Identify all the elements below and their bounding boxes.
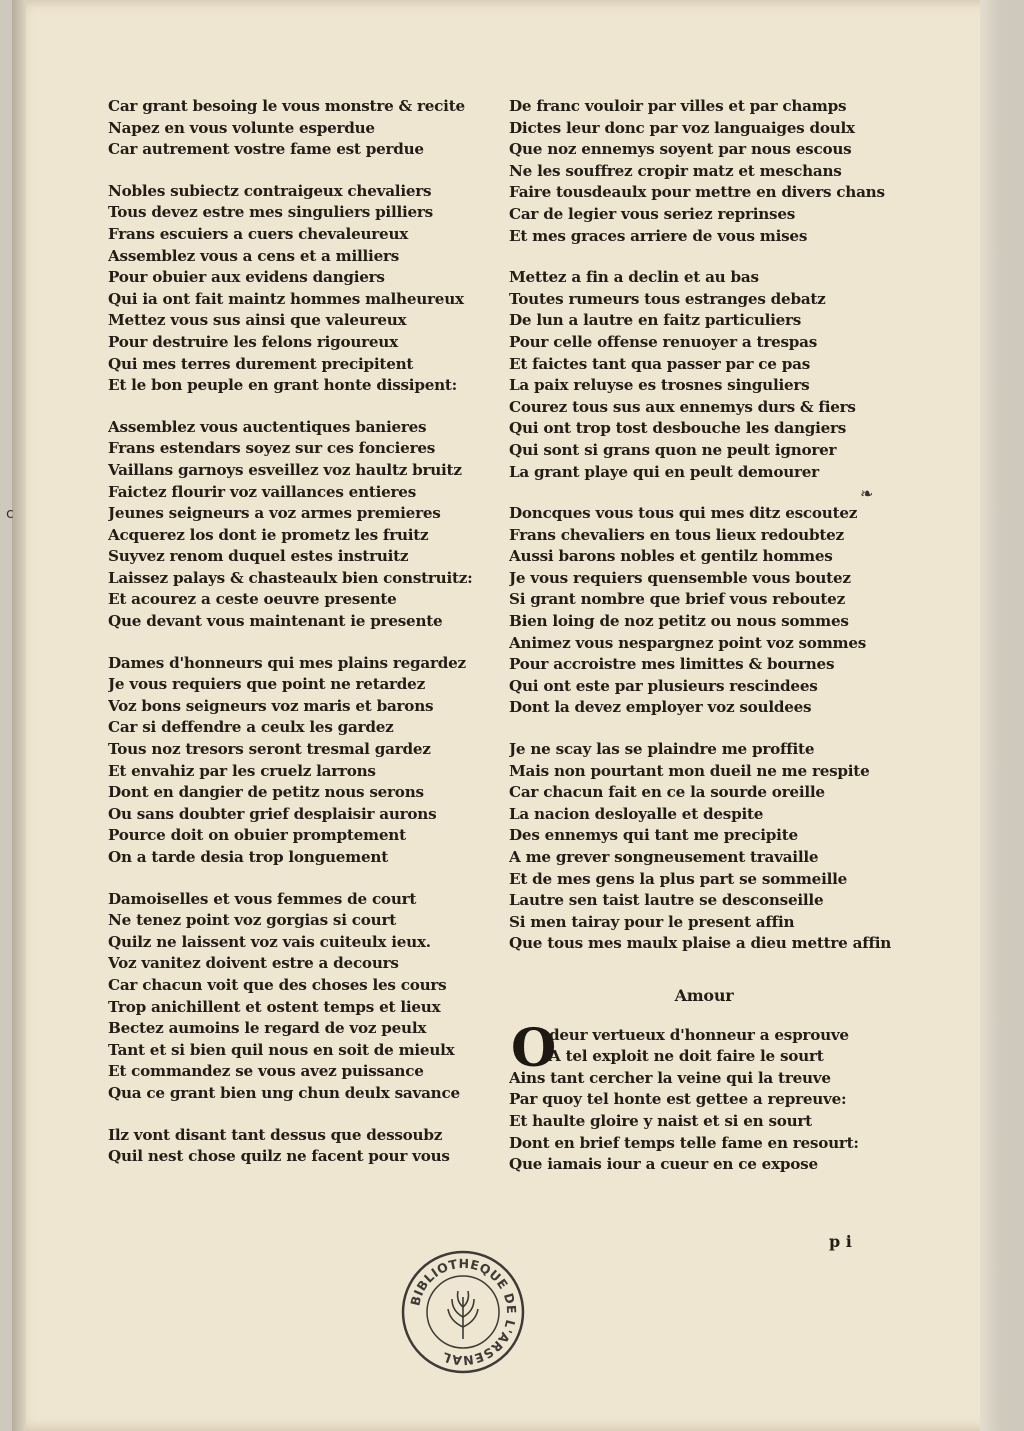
verse-line: Car si deffendre a ceulx les gardez — [108, 718, 394, 737]
verse-line: Ilz vont disant tant dessus que dessoubz — [108, 1125, 443, 1144]
verse-line: Si men tairay pour le present affin — [509, 912, 795, 931]
stanza-gap — [108, 161, 488, 181]
verse-line: Car de legier vous seriez reprinses — [509, 204, 796, 223]
verse-line: Et envahiz par les cruelz larrons — [108, 761, 376, 780]
verse-line: Bien loing de noz petitz ou nous sommes — [509, 612, 849, 631]
verse-line: Dont en dangier de petitz nous serons — [108, 783, 424, 802]
verse-line: Suyvez renom duquel estes instruitz — [108, 547, 409, 566]
verse-line: Lautre sen taist lautre se desconseille — [509, 891, 824, 910]
verse-line: Vaillans garnoys esveillez voz haultz bruitz — [108, 460, 462, 479]
stanza-gap — [509, 719, 899, 739]
verse-line: Dictes leur donc par voz languaiges doulx — [509, 118, 855, 137]
verse-line: Jeunes seigneurs a voz armes premieres — [108, 504, 441, 523]
right-column — [509, 96, 899, 1176]
verse-line: Nobles subiectz contraigeux chevaliers — [108, 181, 432, 200]
verse-line: Et acourez a ceste oeuvre presente — [108, 590, 397, 609]
verse-line: Quilz ne laissent voz vais cuiteulx ieux. — [108, 932, 431, 951]
verse-line: De lun a lautre en faitz particuliers — [509, 311, 802, 330]
verse-line: Acquerez los dont ie prometz les fruitz — [108, 525, 429, 544]
verse-line: Ou sans doubter grief desplaisir aurons — [108, 804, 437, 823]
verse-line: Frans escuiers a cuers chevaleureux — [108, 224, 409, 243]
verse-line: Ne les souffrez cropir matz et meschans — [509, 161, 842, 180]
verse-line: Mettez vous sus ainsi que valeureux — [108, 311, 407, 330]
verse-line: Que noz ennemys soyent par nous escous — [509, 140, 852, 159]
drop-cap: O — [511, 1017, 557, 1079]
verse-line: Ains tant cercher la veine qui la treuve — [509, 1068, 831, 1087]
stanza-gap — [108, 869, 488, 889]
verse-line: Qui sont si grans quon ne peult ignorer — [509, 440, 837, 459]
verse-line: Animez vous nespargnez point voz sommes — [509, 633, 867, 652]
verse-line: Tous noz tresors seront tresmal gardez — [108, 740, 431, 759]
verse-line: Des ennemys qui tant me precipite — [509, 826, 798, 845]
verse-line: Toutes rumeurs tous estranges debatz — [509, 289, 826, 308]
verse-line: Trop anichillent et ostent temps et lieux — [108, 997, 441, 1016]
verse-line: Dames d'honneurs qui mes plains regardez — [108, 653, 466, 672]
verse-line: Je ne scay las se plaindre me proffite — [509, 740, 815, 759]
margin-mark: c — [6, 506, 14, 522]
verse-line: La grant playe qui en peult demourer — [509, 462, 819, 481]
svg-text:BIBLIOTHEQUE DE L'ARSENAL: BIBLIOTHEQUE DE L'ARSENAL — [407, 1255, 520, 1369]
verse-line: Pour destruire les felons rigoureux — [108, 332, 398, 351]
stanza-gap — [108, 633, 488, 653]
verse-line: Frans chevaliers en tous lieux redoubtez — [509, 525, 844, 544]
verse-line: Faire tousdeaulx pour mettre en divers chans — [509, 183, 885, 202]
verse-line: Doncques vous tous qui mes ditz escoutez — [509, 504, 858, 523]
verse-line: deur vertueux d'honneur a esprouve — [549, 1025, 849, 1044]
verse-line: Faictez flourir voz vaillances entieres — [108, 482, 417, 501]
stanza-gap — [108, 1105, 488, 1125]
verse-line: Pour obuier aux evidens dangiers — [108, 268, 385, 287]
verse-line: Je vous requiers quensemble vous boutez — [509, 568, 851, 587]
verse-line: Que iamais iour a cueur en ce expose — [509, 1155, 818, 1174]
verse-line: Pour celle offense renuoyer a trespas — [509, 332, 818, 351]
amour-stanza — [509, 1017, 899, 1176]
stanza — [509, 267, 899, 483]
verse-line: On a tarde desia trop longuement — [108, 848, 388, 866]
section-heading: Amour — [674, 985, 734, 1005]
verse-line: Que devant vous maintenant ie presente — [108, 612, 443, 631]
stanza-gap — [509, 483, 899, 503]
verse-line: Assemblez vous auctentiques banieres — [108, 417, 427, 436]
verse-line: Car grant besoing le vous monstre & recite — [108, 97, 465, 115]
stanza-gap — [108, 1168, 488, 1188]
verse-line: Qui ont trop tost desbouche les dangiers — [509, 419, 847, 438]
verse-line: La paix reluyse es trosnes singuliers — [509, 376, 810, 395]
verse-line: Et de mes gens la plus part se sommeille — [509, 869, 848, 888]
verse-line: Car chacun voit que des choses les cours — [108, 975, 447, 994]
verse-line: Pource doit on obuier promptement — [108, 826, 406, 845]
stanza — [108, 889, 488, 1105]
verse-line: Dont en brief temps telle fame en resourt: — [509, 1133, 859, 1152]
verse-line: Damoiselles et vous femmes de court — [108, 889, 417, 908]
verse-line: Ne tenez point voz gorgias si court — [108, 911, 396, 930]
verse-line: Et faictes tant qua passer par ce pas — [509, 354, 810, 373]
verse-line: Napez en vous volunte esperdue — [108, 118, 375, 137]
verse-line: Aussi barons nobles et gentilz hommes — [509, 547, 833, 566]
verse-line: Tous devez estre mes singuliers pilliers — [108, 203, 433, 222]
verse-line: Je vous requiers que point ne retardez — [108, 675, 425, 694]
stanza-gap — [108, 397, 488, 417]
stanza — [108, 181, 488, 397]
verse-line: Et commandez se vous avez puissance — [108, 1062, 424, 1081]
verse-line: Et le bon peuple en grant honte dissipent: — [108, 376, 458, 395]
verse-line: Qui mes terres durement precipitent — [108, 354, 414, 373]
left-column — [108, 96, 488, 1188]
verse-line: Car autrement vostre fame est perdue — [108, 140, 424, 159]
stanza — [108, 1125, 488, 1168]
verse-line: Que tous mes maulx plaise a dieu mettre affin — [509, 934, 892, 953]
stanza — [509, 503, 899, 719]
page-edge — [980, 0, 1002, 1431]
stanza — [108, 417, 488, 633]
page-gutter — [12, 0, 26, 1431]
verse-line: A tel exploit ne doit faire le sourt — [549, 1047, 824, 1066]
verse-line: Dont la devez employer voz souldees — [509, 698, 812, 717]
margin-ornament: ❧ — [860, 484, 874, 503]
verse-line: Pour accroistre mes limittes & bournes — [509, 655, 835, 674]
verse-line: Voz vanitez doivent estre a decours — [108, 954, 399, 973]
verse-line: Frans estendars soyez sur ces foncieres — [108, 439, 436, 458]
stanza — [509, 96, 899, 247]
verse-line: A me grever songneusement travaille — [509, 848, 819, 866]
verse-line: Qui ia ont fait maintz hommes malheureux — [108, 289, 464, 308]
stanza — [509, 739, 899, 955]
verse-line: Et mes graces arriere de vous mises — [509, 226, 808, 245]
book-page — [6, 0, 1002, 1431]
verse-line: Laissez palays & chasteaulx bien construitz: — [108, 568, 473, 587]
verse-line: Quil nest chose quilz ne facent pour vous — [108, 1147, 450, 1166]
stanza — [108, 653, 488, 869]
verse-line: Mais non pourtant mon dueil ne me respite — [509, 761, 870, 780]
library-stamp — [398, 1247, 528, 1377]
stanza-gap — [509, 955, 899, 975]
verse-line: Assemblez vous a cens et a milliers — [108, 246, 400, 265]
verse-line: Car chacun fait en ce la sourde oreille — [509, 783, 825, 802]
verse-line: Tant et si bien quil nous en soit de mieulx — [108, 1040, 455, 1059]
verse-line: La nacion desloyalle et despite — [509, 804, 764, 823]
stanza — [108, 96, 488, 161]
verse-line: Par quoy tel honte est gettee a repreuve: — [509, 1090, 847, 1109]
signature-mark: p i — [829, 1232, 852, 1251]
verse-line: Voz bons seigneurs voz maris et barons — [108, 696, 434, 715]
verse-line: De franc vouloir par villes et par champs — [509, 97, 847, 115]
laurel-emblem — [448, 1291, 478, 1339]
verse-line: Qua ce grant bien ung chun deulx savance — [108, 1083, 460, 1102]
verse-line: Bectez aumoins le regard de voz peulx — [108, 1019, 427, 1038]
stanza-gap — [509, 247, 899, 267]
verse-line: Mettez a fin a declin et au bas — [509, 268, 759, 287]
verse-line: Courez tous sus aux ennemys durs & fiers — [509, 397, 856, 416]
verse-line: Et haulte gloire y naist et si en sourt — [509, 1111, 812, 1130]
verse-line: Si grant nombre que brief vous reboutez — [509, 590, 845, 609]
verse-line: Qui ont este par plusieurs rescindees — [509, 676, 818, 695]
